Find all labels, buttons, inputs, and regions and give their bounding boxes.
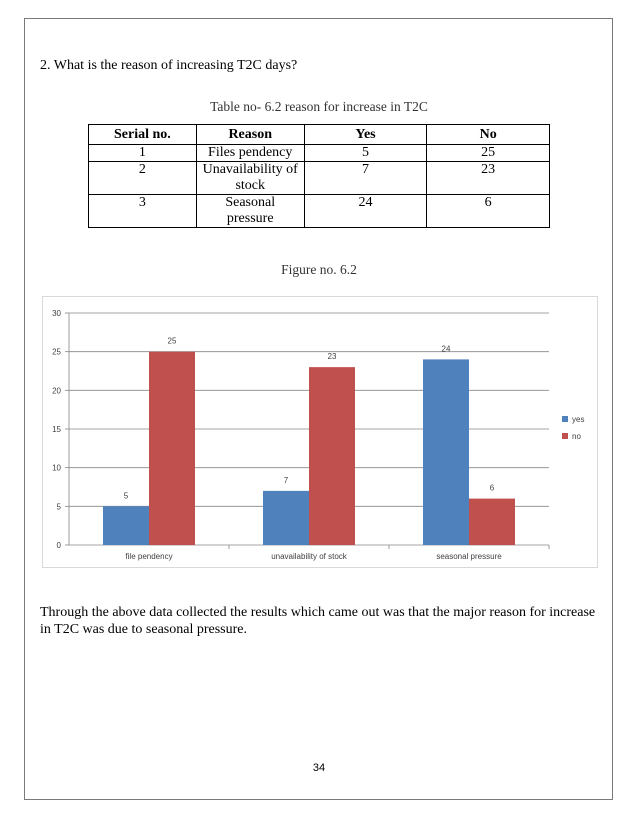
page-number: 34 [312,762,326,774]
legend-swatch-yes [562,416,568,422]
bar-no [469,499,515,545]
y-tick-label: 10 [52,463,61,473]
y-tick-label: 25 [52,347,61,357]
table-row [89,162,550,195]
data-label: 7 [283,475,289,485]
cell-serial: 1 [89,145,197,162]
header-serial-no: Serial no. [89,125,197,145]
header-yes: Yes [304,125,427,145]
y-tick-label: 30 [52,309,61,318]
question-heading: 2. What is the reason of increasing T2C days? [40,58,298,73]
cell-no: 23 [427,162,550,195]
cell-serial: 3 [89,195,197,228]
legend-swatch-no [562,433,568,439]
bar-no [309,367,355,545]
cell-yes: 24 [304,195,427,228]
y-tick-label: 15 [52,425,61,434]
cell-serial: 2 [89,162,197,195]
table-row [89,195,550,228]
data-label: 5 [123,491,129,501]
cell-yes: 7 [304,162,427,195]
header-no: No [427,125,550,145]
cell-reason: Unavailability of stock [196,162,304,195]
legend-label-no: no [572,432,581,441]
table-header-row [89,125,550,145]
bar-yes [423,359,469,545]
bar-chart [43,297,599,569]
cell-yes: 5 [304,145,427,162]
x-tick-label: seasonal pressure [436,552,502,561]
cell-no: 25 [427,145,550,162]
bar-no [149,352,195,545]
reason-table [88,124,550,228]
x-tick-label: file pendency [125,552,173,561]
x-tick-label: unavailability of stock [271,552,347,561]
header-reason: Reason [196,125,304,145]
y-tick-label: 20 [52,386,61,396]
data-label: 25 [167,336,177,346]
cell-no: 6 [427,195,550,228]
data-label: 24 [441,344,451,354]
table-caption: Table no- 6.2 reason for increase in T2C [210,99,428,114]
data-label: 6 [489,483,495,493]
data-label: 23 [327,352,337,362]
bar-yes [263,491,309,545]
conclusion-paragraph: Through the above data collected the results which came out was that the major reason for increase in T2C was due to seasonal pressure. [40,605,596,637]
cell-reason: Files pendency [196,145,304,162]
y-tick-label: 0 [56,541,61,550]
chart-frame [42,296,598,568]
y-tick-label: 5 [56,502,61,512]
legend-label-yes: yes [572,415,585,424]
bar-yes [103,506,149,545]
cell-reason: Seasonal pressure [196,195,304,228]
figure-caption: Figure no. 6.2 [281,262,357,277]
table-row [89,145,550,162]
